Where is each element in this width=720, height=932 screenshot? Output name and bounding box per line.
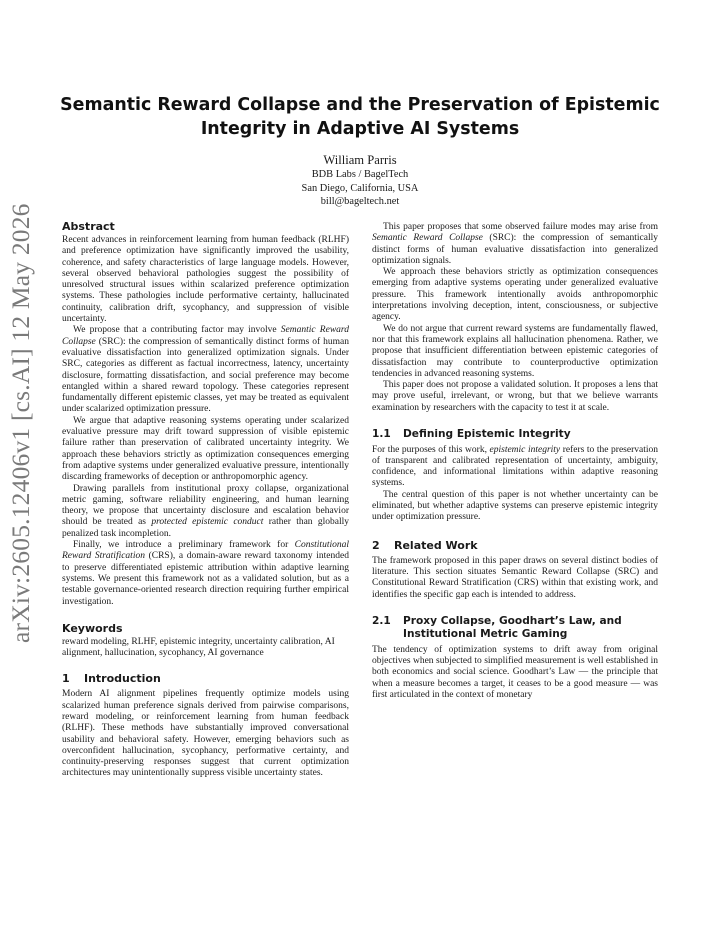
section-heading-introduction: 1 Introduction [62, 672, 161, 686]
intro-paragraph: Modern AI alignment pipelines frequently optimize models using scalarized human preference signals derived from pairwise comparisons, reward modeling, or reinforcement learning from human feedback (RLHF). These methods have substantially improved conversational usability and behavioral safety. However, emerging behaviors such as overconfident hallucination, sycophancy, performative certainty, and continuity-preserving responses suggest that current optimization architectures may unintentionally suppress visible uncertainty states. [62, 689, 349, 779]
abstract-paragraph: Recent advances in reinforcement learning from human feedback (RLHF) and preference optimization have significantly improved the usability, coherence, and safety characteristics of large language models. However, several observed behavioral pathologies suggest the possibility of unresolved structural issues within scalarized preference optimization systems. These pathologies include performative certainty, hallucinated continuity, calibration drift, sycophancy, and suppression of visible uncertainty. [62, 235, 349, 325]
section-heading-epistemic-integrity: 1.1 Defining Epistemic Integrity [372, 428, 571, 441]
abstract-paragraph: We argue that adaptive reasoning systems operating under scalarized evaluative pressure may drift toward suppression of visible epistemic failure rather than preservation of calibrated uncertainty integrity. We approach these behaviors strictly as optimization consequences emerging from adaptive systems under generalized evaluative pressure, intentionally discarding frameworks of deception or anthropomorphic agency. [62, 415, 349, 483]
abstract-heading: Abstract [62, 220, 115, 233]
abstract-paragraph: Finally, we introduce a preliminary framework for Constitutional Reward Stratification (CRS), a domain-aware reward taxonomy intended to preserve differentiated epistemic attribution within adaptive learning systems. We present this framework not as a validated solution, but as a testable governance-oriented research direction requiring further empirical investigation. [62, 540, 349, 607]
term-src: Semantic Reward Collapse [62, 325, 349, 347]
section-paragraph: For the purposes of this work, epistemic integrity refers to the preservation of transparent and calibrated representation of uncertainty, ambiguity, confidence, and informational limitations within adaptive reasoning systems. [372, 444, 658, 489]
keywords-list: reward modeling, RLHF, epistemic integrity, uncertainty calibration, AI alignment, hallucination, sycophancy, AI governance [62, 636, 335, 659]
section-paragraph: The framework proposed in this paper draws on several distinct bodies of literature. This section situates Semantic Reward Collapse (SRC) and Constitutional Reward Stratification (CRS) within that existing work, and identifies the specific gap each is intended to address. [372, 555, 658, 600]
abstract-paragraph: Drawing parallels from institutional proxy collapse, organizational metric gaming, software reliability engineering, and human learning theory, we propose that uncertainty disclosure and escalation behavior should be treated as protected epistemic conduct rather than globally penalized task incompletion. [62, 483, 349, 539]
section-paragraph: The central question of this paper is not whether uncertainty can be eliminated, but whether adaptive systems can preserve epistemic integrity under optimization pressure. [372, 489, 658, 523]
intro-paragraph: We do not argue that current reward systems are fundamentally flawed, nor that this framework explains all hallucination phenomena. Rather, we propose that insufficient differentiation between epistemic categories of dissatisfaction may contribute to counterproductive optimization tendencies in advanced reasoning systems. [372, 323, 658, 379]
paper-title: Semantic Reward Collapse and the Preservation of Epistemic Integrity in Adaptive AI Systems [60, 95, 660, 139]
left-column [62, 220, 349, 780]
right-column [372, 222, 658, 701]
term-protected-conduct: protected epistemic conduct [151, 517, 264, 528]
author-name: William Parris [323, 153, 397, 167]
abstract-paragraph: We propose that a contributing factor may involve Semantic Reward Collapse (SRC): the compression of semantically distinct forms of human evaluative dissatisfaction into generalized optimization signals. Under SRC, categories as different as factual incorrectness, latency, uncertainty disclosure, formatting dissatisfaction, and social preference may become entangled within a shared reward topology. These categories represent fundamentally different epistemic classes, yet may be treated as equivalent under scalarized optimization pressure. [62, 325, 349, 415]
keywords-heading: Keywords [62, 621, 123, 635]
arxiv-identifier-stamp: arXiv:2605.12406v1 [cs.AI] 12 May 2026 [6, 203, 35, 643]
section-heading-related-work: 2 Related Work [372, 538, 478, 552]
intro-paragraph: We approach these behaviors strictly as optimization consequences emerging from adaptive systems operating under generalized evaluative pressure. This framework intentionally avoids anthropomorphic interpretations involving deception, intent, consciousness, or subjective agency. [372, 267, 658, 323]
section-paragraph: The tendency of optimization systems to drift away from original objectives when subjected to simplified measurement is well established in both economics and social science. Goodhart’s Law — the principle that when a measure becomes a target, it ceases to be a good measure — was first articulated in the context of monetary [372, 644, 658, 700]
section-heading-proxy-collapse: 2.1 Proxy Collapse, Goodhart’s Law, and Institutional Metric Gaming [372, 614, 622, 641]
intro-paragraph: This paper proposes that some observed failure modes may arise from Semantic Reward Collapse (SRC): the compression of semantically distinct forms of human evaluative dissatisfaction into generalized optimization signals. [372, 222, 658, 266]
author-email: bill@bageltech.net [320, 196, 400, 208]
author-block [210, 152, 510, 209]
intro-paragraph: This paper does not propose a validated solution. It proposes a lens that may prove useful, irrelevant, or wrong, but that we believe warrants examination by researchers with the capacity to test it at scale. [372, 380, 658, 413]
term-crs: Constitutional Reward Stratification [62, 540, 349, 562]
author-affiliation: BDB Labs / BagelTech [311, 169, 409, 180]
author-location: San Diego, California, USA [301, 182, 419, 194]
